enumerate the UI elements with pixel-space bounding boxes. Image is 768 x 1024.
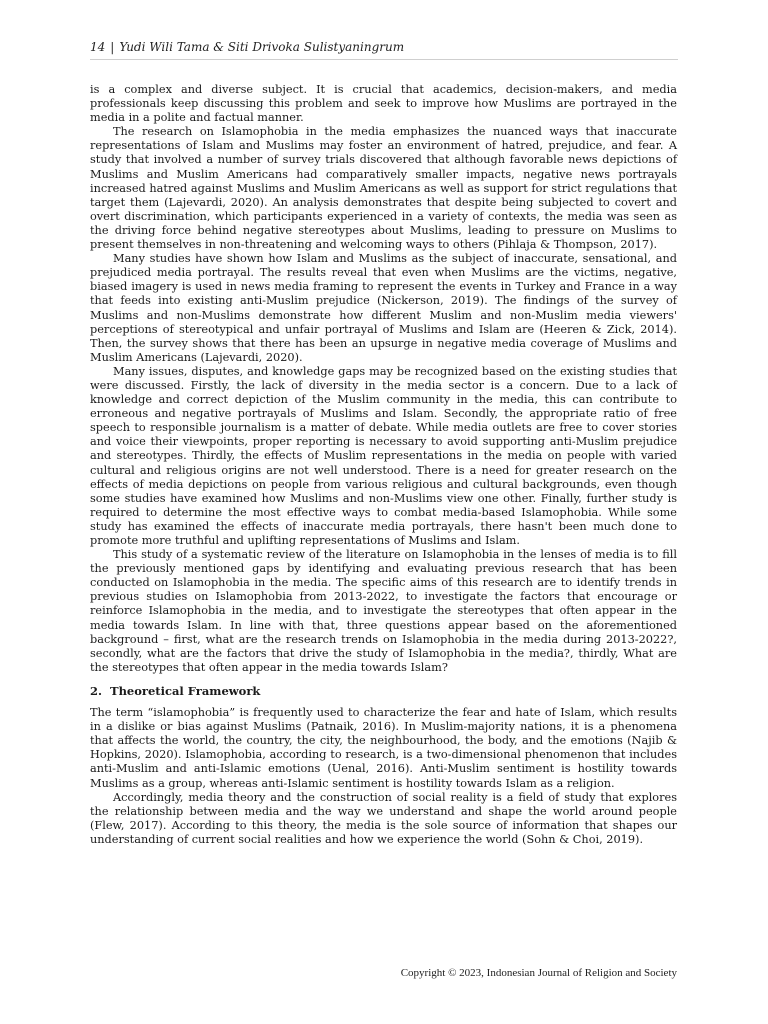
paragraph-many-studies: Many studies have shown how Islam and Muslims as the subject of inaccurate, sensational, and prejudiced media portrayal. The results reveal that even when Muslims are the victims, negative, biased imagery is used in news media framing to represent the events in Turkey and France in a way that feeds into existing anti-Muslim prejudice (Nickerson, 2019). The findings of the survey of Muslims and non-Muslims demonstrate how different Muslim and non-Muslim media viewers' perceptions of stereotypical and unfair portrayal of Muslims and Islam are (Heeren & Zick, 2014). Then, the survey shows that there has been an upsurge in negative media coverage of Muslims and Muslim Americans (Lajevardi, 2020). (90, 252, 677, 364)
article-body (90, 83, 677, 847)
section-heading (90, 684, 677, 698)
copyright-footer: Copyright © 2023, Indonesian Journal of Religion and Society (400, 967, 677, 979)
running-header (90, 40, 678, 60)
header-separator: | (110, 40, 115, 54)
section-title: Theoretical Framework (110, 683, 261, 698)
page-number: 14 (90, 40, 106, 54)
paragraph-knowledge-gaps: Many issues, disputes, and knowledge gaps may be recognized based on the existing studies that were discussed. Firstly, the lack of diversity in the media sector is a concern. Due to a lack of knowledge and correct depiction of the Muslim community in the media, this can contribute to erroneous and negative portrayals of Muslims and Islam. Secondly, the appropriate ratio of free speech to responsible journalism is a matter of debate. While media outlets are free to cover stories and voice their viewpoints, proper reporting is necessary to avoid supporting anti-Muslim prejudice and stereotypes. Thirdly, the effects of Muslim representations in the media on people with varied cultural and religious origins are not well understood. There is a need for greater research on the effects of media depictions on people from various religious and cultural backgrounds, even though some studies have examined how Muslims and non-Muslims view one other. Finally, further study is required to determine the most effective ways to combat media-based Islamophobia. While some study has examined the effects of inaccurate media portrayals, there hasn't been much done to promote more truthful and uplifting representations of Muslims and Islam. (90, 364, 677, 547)
paragraph-islamophobia-definition: The term “islamophobia” is frequently used to characterize the fear and hate of Islam, which results in a dislike or bias against Muslims (Patnaik, 2016). In Muslim-majority nations, it is a phenomena that affects the world, the country, the city, the neighbourhood, the body, and the emotions (Najib & Hopkins, 2020). Islamophobia, according to research, is a two-dimensional phenomenon that includes anti-Muslim and anti-Islamic emotions (Uenal, 2016). Anti-Muslim sentiment is hostility towards Muslims as a group, whereas anti-Islamic sentiment is hostility towards Islam as a religion. (90, 706, 677, 790)
paragraph-media-theory: Accordingly, media theory and the construction of social reality is a field of study that explores the relationship between media and the way we understand and shape the world around people (Flew, 2017). According to this theory, the media is the sole source of information that shapes our understanding of current social realities and how we experience the world (Sohn & Choi, 2019). (90, 790, 677, 846)
header-authors: Yudi Wili Tama & Siti Drivoka Sulistyaningrum (119, 40, 405, 54)
paragraph-research-media: The research on Islamophobia in the media emphasizes the nuanced ways that inaccurate representations of Islam and Muslims may foster an environment of hatred, prejudice, and fear. A study that involved a number of survey trials discovered that although favorable news depictions of Muslims and Muslim Americans had comparatively smaller impacts, negative news portrayals increased hatred against Muslims and Muslim Americans as well as support for strict regulations that target them (Lajevardi, 2020). An analysis demonstrates that despite being subjected to covert and overt discrimination, which participants experienced in a variety of contexts, the media was seen as the driving force behind negative stereotypes about Muslims, leading to pressure on Muslims to present themselves in non-threatening and welcoming ways to others (Pihlaja & Thompson, 2017). (90, 125, 677, 252)
paragraph-study-aims: This study of a systematic review of the literature on Islamophobia in the lenses of media is to fill the previously mentioned gaps by identifying and evaluating previous research that has been conducted on Islamophobia in the media. The specific aims of this research are to identify trends in previous studies on Islamophobia from 2013-2022, to investigate the factors that encourage or reinforce Islamophobia in the media, and to investigate the stereotypes that often appear in the media towards Islam. In line with that, three questions appear based on the aforementioned background – first, what are the research trends on Islamophobia in the media during 2013-2022?, secondly, what are the factors that drive the study of Islamophobia in the media?, thirdly, What are the stereotypes that often appear in the media towards Islam? (90, 548, 677, 674)
section-number: 2. (90, 683, 103, 698)
paragraph-continuation: is a complex and diverse subject. It is crucial that academics, decision-makers, and media professionals keep discussing this problem and seek to improve how Muslims are portrayed in the media in a polite and factual manner. (90, 83, 677, 125)
